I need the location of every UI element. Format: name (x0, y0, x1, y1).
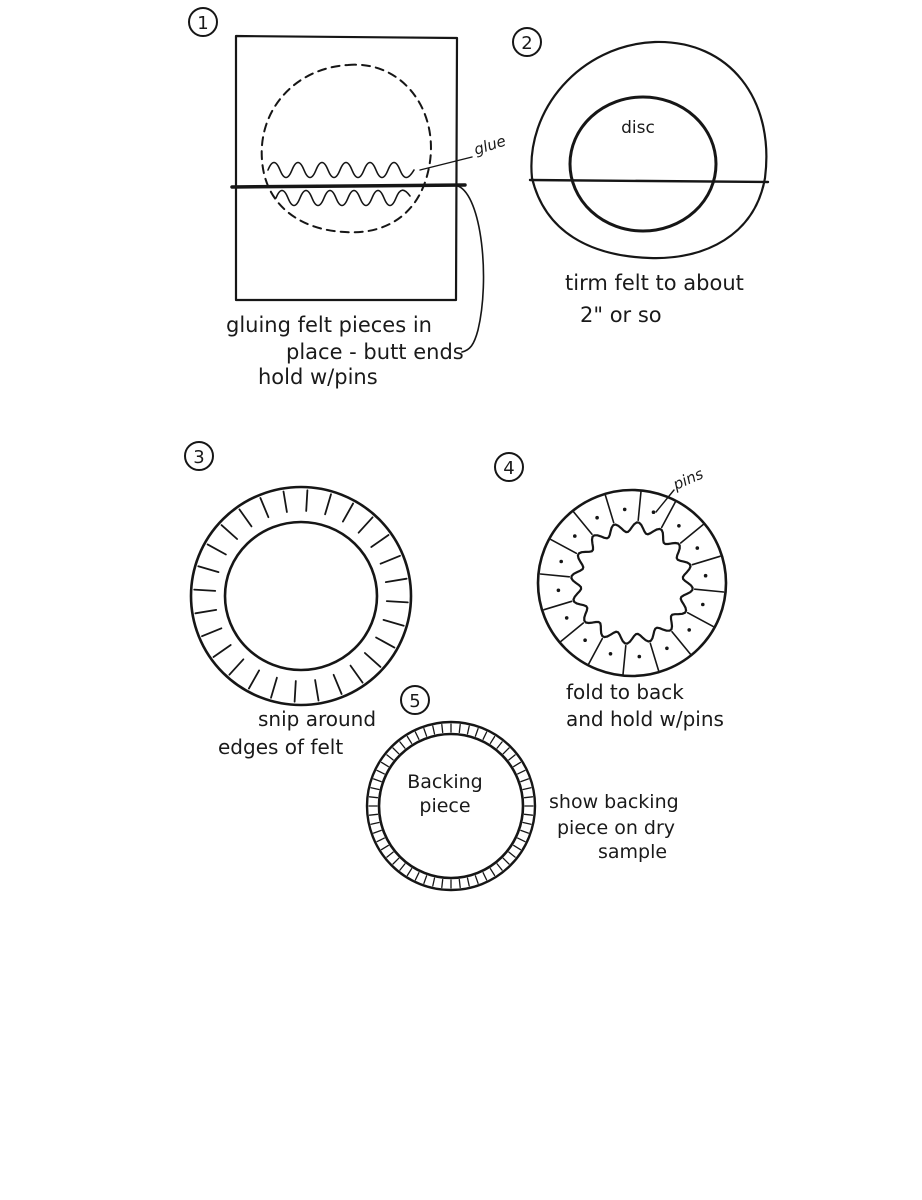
edge-tick (521, 779, 529, 782)
step-3-number-badge (185, 442, 213, 470)
edge-tick (459, 725, 460, 733)
pin-mark (638, 655, 642, 659)
snip-cut (371, 535, 388, 547)
edge-tick (415, 873, 419, 880)
step-1-caption (226, 313, 464, 389)
edge-tick (497, 864, 502, 870)
fold-crease (561, 623, 583, 641)
glue-squiggle-upper (268, 163, 414, 178)
snip-cut (387, 601, 408, 602)
snip-cut (195, 610, 216, 613)
edge-tick (468, 726, 470, 734)
step-2-number-badge (513, 28, 541, 56)
step-5-caption-line-1: show backing (549, 791, 679, 813)
edge-tick (490, 869, 494, 876)
step-2-number: 2 (521, 33, 533, 54)
snip-cut (198, 566, 218, 572)
snip-cut (381, 556, 400, 564)
step-5-caption-line-2: piece on dry (557, 817, 676, 839)
pin-mark (704, 574, 708, 578)
fold-crease (692, 556, 720, 564)
edge-tick (374, 779, 382, 782)
fold-crease (688, 613, 714, 627)
pin-mark (583, 638, 587, 642)
edge-tick (433, 878, 435, 886)
edge-tick (483, 873, 487, 880)
fold-crease (544, 601, 572, 609)
step-3-number: 3 (193, 447, 205, 468)
fold-crease (672, 632, 690, 654)
edge-tick (387, 755, 393, 760)
backing-label-line-2: piece (419, 795, 471, 817)
snip-cut (359, 517, 373, 532)
fold-crease (638, 491, 641, 520)
edge-tick (400, 742, 405, 748)
step-4-caption-line-2: and hold w/pins (566, 707, 724, 731)
pin-mark (557, 589, 561, 593)
fold-crease (623, 646, 626, 675)
step-2-caption-line-2: 2" or so (580, 303, 662, 327)
edge-tick (442, 725, 443, 733)
snip-cut (325, 494, 331, 514)
edge-tick (523, 788, 531, 790)
snip-cut (384, 620, 404, 626)
edge-tick (525, 814, 533, 815)
fold-crease (605, 495, 613, 523)
snip-cut (260, 498, 268, 517)
step-5-number-badge (401, 686, 429, 714)
step-1-caption-line-3: hold w/pins (258, 365, 378, 389)
step-5-caption (549, 791, 679, 863)
pin-mark (696, 546, 700, 550)
fold-crease (681, 525, 703, 543)
edge-tick (503, 858, 509, 864)
step-1-caption-line-1: gluing felt pieces in (226, 313, 432, 337)
step-1-caption-line-2: place - butt ends (286, 340, 464, 364)
edge-tick (497, 742, 502, 748)
fold-creases (540, 491, 723, 674)
glue-squiggle-lower (276, 190, 410, 205)
snip-cut (239, 509, 251, 526)
pin-mark (565, 616, 569, 620)
snip-cut (351, 666, 363, 683)
step-4-number-badge (495, 453, 523, 481)
edge-tick (374, 830, 382, 833)
folded-felt-outer-edge (538, 490, 726, 676)
edge-tick (518, 770, 525, 774)
edge-tick (415, 732, 419, 739)
step-2-caption (565, 271, 744, 327)
snip-cut (365, 653, 381, 667)
backing-piece-label (407, 771, 483, 817)
snip-cut (229, 659, 243, 674)
edge-tick (475, 876, 478, 884)
pin-mark (652, 510, 656, 514)
snip-cut (343, 504, 353, 522)
edge-tick (370, 814, 378, 815)
pins-pointer (458, 186, 484, 352)
pin-mark (701, 603, 705, 607)
edge-tick (459, 880, 460, 888)
pin-marks (557, 508, 708, 659)
edge-tick (514, 762, 521, 766)
glue-pointer (420, 157, 472, 170)
edge-tick (393, 748, 399, 754)
snip-cut (306, 490, 307, 511)
edge-tick (509, 755, 515, 760)
snip-cut (284, 492, 287, 513)
edge-tick (483, 732, 487, 739)
edge-tick (521, 830, 529, 833)
edge-tick (370, 797, 378, 798)
step-2-caption-line-1: tirm felt to about (565, 271, 744, 295)
edge-tick (490, 737, 494, 744)
edge-tick (424, 729, 427, 737)
step-3-caption (218, 707, 376, 759)
fold-crease (574, 512, 592, 534)
folded-felt-inner-edge (571, 522, 692, 643)
pin-mark (559, 560, 563, 564)
pin-mark (609, 652, 613, 656)
backing-label-line-1: Backing (407, 771, 483, 793)
edge-tick (523, 823, 531, 825)
glue-label: glue (471, 131, 509, 159)
edge-tick (468, 878, 470, 886)
step-1-number: 1 (197, 13, 209, 34)
fold-crease (540, 574, 569, 577)
edge-tick (377, 770, 384, 774)
edge-tick (377, 838, 384, 842)
step-3-caption-line-2: edges of felt (218, 735, 344, 759)
snip-cut (214, 645, 231, 657)
step-2 (513, 28, 768, 327)
edge-tick (371, 823, 379, 825)
fold-crease (589, 639, 603, 665)
pin-mark (687, 628, 691, 632)
edge-tick (387, 852, 393, 857)
disc-outline-dashed (262, 65, 431, 233)
fold-crease (662, 502, 676, 528)
step-3 (185, 442, 411, 759)
pin-mark (665, 647, 669, 651)
edge-tick (400, 864, 405, 870)
snip-cut (334, 675, 342, 694)
step-5-number: 5 (409, 691, 421, 712)
snip-cut (194, 590, 215, 591)
felt-seam-line (530, 180, 768, 182)
snip-cut (315, 680, 318, 701)
snip-cut (386, 579, 407, 582)
disc-label: disc (621, 118, 655, 138)
edge-tick (503, 748, 509, 754)
edge-tick (371, 788, 379, 790)
edge-tick (424, 876, 427, 884)
snip-cut (376, 638, 394, 648)
fold-crease (650, 643, 658, 671)
edge-tick (525, 797, 533, 798)
pins-label: pins (670, 464, 706, 494)
fold-crease (551, 540, 577, 554)
edge-tick (509, 852, 515, 857)
pin-mark (677, 524, 681, 528)
snipped-felt-inner-disc (225, 522, 377, 670)
step-4-caption-line-1: fold to back (566, 680, 684, 704)
step-4 (495, 453, 726, 731)
edge-tick (407, 869, 411, 876)
edge-tick (518, 838, 525, 842)
step-5-caption-line-3: sample (598, 841, 668, 863)
edge-tick (475, 729, 478, 737)
step-4-caption (566, 680, 724, 731)
edge-tick (442, 880, 443, 888)
snip-cut (249, 670, 259, 688)
edge-tick (382, 762, 389, 766)
edge-tick (393, 858, 399, 864)
snip-cut (271, 678, 277, 698)
step-3-caption-line-1: snip around (258, 707, 377, 731)
snip-cut (202, 628, 221, 636)
pin-mark (573, 534, 577, 538)
pin-mark (595, 516, 599, 520)
snip-cut (208, 544, 226, 554)
edge-tick (433, 726, 435, 734)
fold-crease (695, 589, 724, 592)
edge-tick (382, 845, 389, 849)
snip-cut (295, 681, 296, 702)
trimmed-felt-outline (531, 42, 766, 258)
step-4-number: 4 (503, 458, 515, 479)
step-1-number-badge (189, 8, 217, 36)
snip-cut (222, 525, 238, 539)
edge-tick (407, 737, 411, 744)
edge-tick (514, 845, 521, 849)
pin-mark (623, 508, 627, 512)
step-1 (189, 8, 508, 389)
